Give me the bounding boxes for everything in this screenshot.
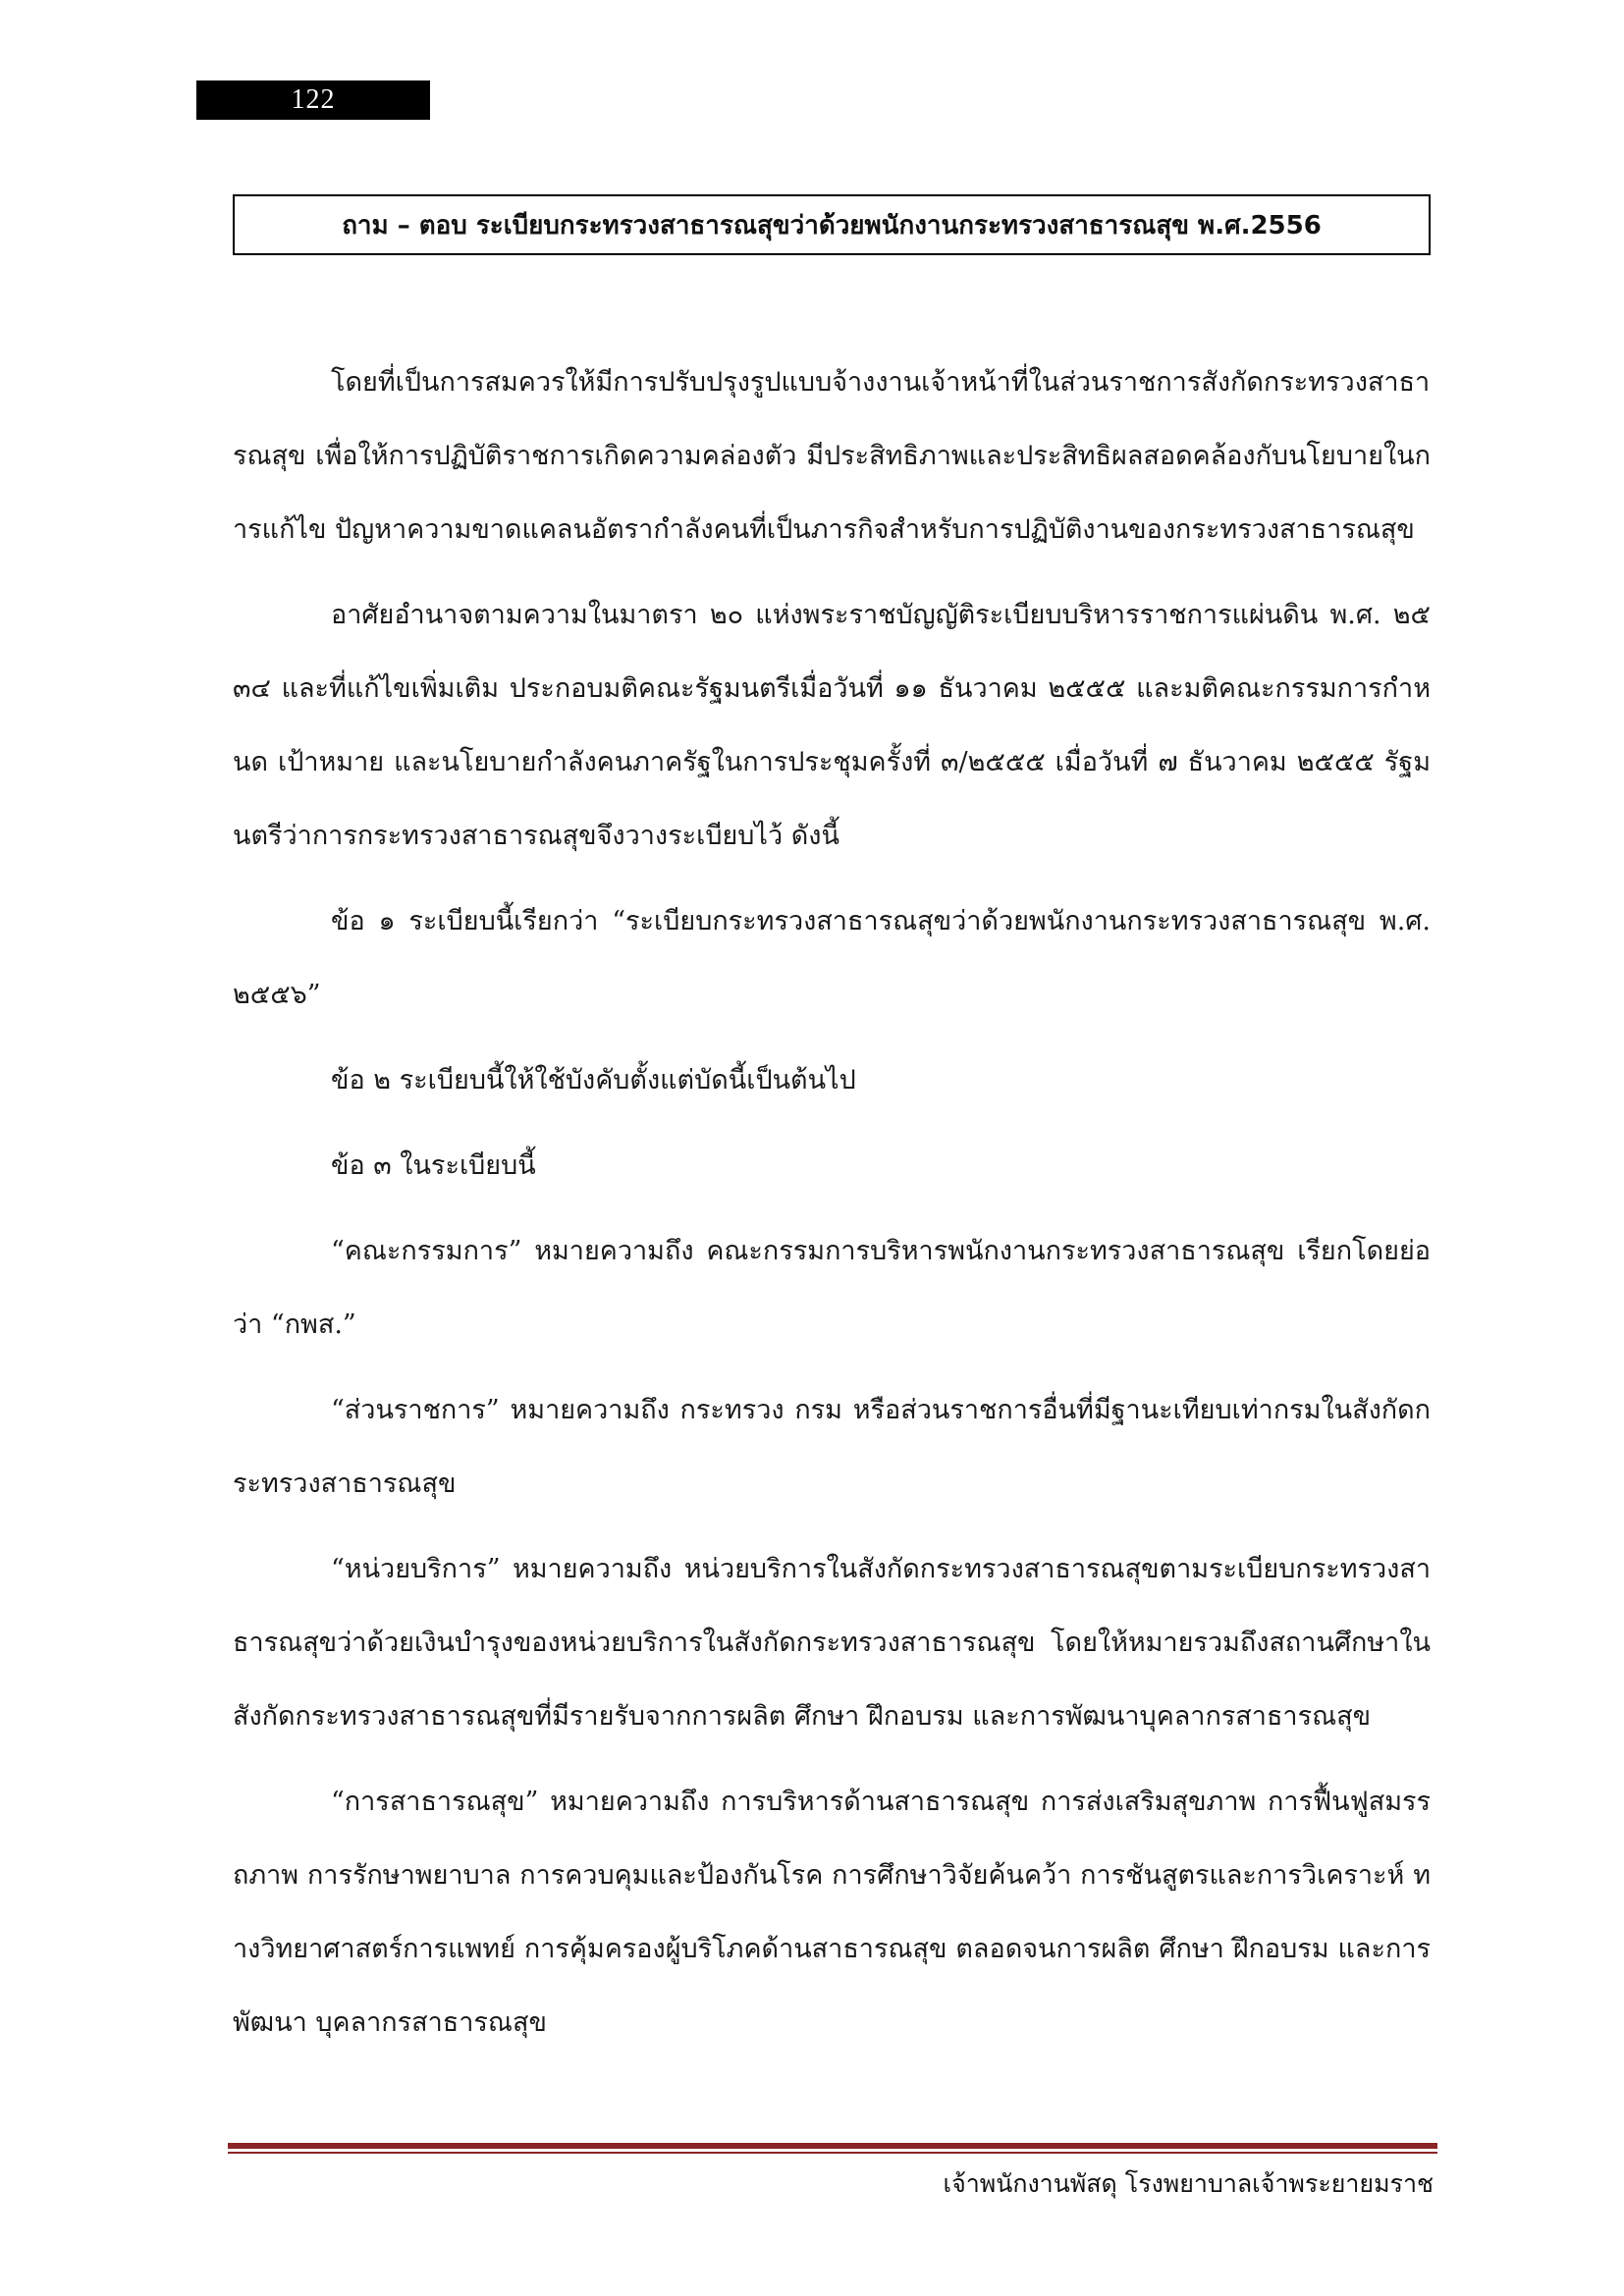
footer-text: เจ้าพนักงานพัสดุ โรงพยาบาลเจ้าพระยายมราช (943, 2169, 1434, 2198)
footer-divider-thick (228, 2143, 1437, 2149)
footer-divider-thin (228, 2152, 1437, 2154)
paragraph-authority: อาศัยอำนาจตามความในมาตรา ๒๐ แห่งพระราชบัญญัติระเบียบบริหารราชการแผ่นดิน พ.ศ. ๒๕๓๔ และที่แก้ไขเพิ่มเติม ประกอบมติคณะรัฐมนตรีเมื่อวันที่ ๑๑ ธันวาคม ๒๕๕๕ และมติคณะกรรมการกำหนด เป้าหมาย และนโยบายกำลังคนภาครัฐในการประชุมครั้งที่ ๓/๒๕๕๕ เมื่อวันที่ ๗ ธันวาคม ๒๕๕๕ รัฐมนตรีว่าการกระทรวงสาธารณสุขจึงวางระเบียบไว้ ดังนี้ (233, 600, 1431, 851)
paragraph-definition-agency: “ส่วนราชการ” หมายความถึง กระทรวง กรม หรือส่วนราชการอื่นที่มีฐานะเทียบเท่ากรมในสังกัดกระทรวงสาธารณสุข (233, 1395, 1431, 1499)
paragraph-clause-2: ข้อ ๒ ระเบียบนี้ให้ใช้บังคับตั้งแต่บัดนี้เป็นต้นไป (331, 1065, 856, 1095)
paragraph-preamble: โดยที่เป็นการสมควรให้มีการปรับปรุงรูปแบบจ้างงานเจ้าหน้าที่ในส่วนราชการสังกัดกระทรวงสาธารณสุข เพื่อให้การปฏิบัติราชการเกิดความคล่องตัว มีประสิทธิภาพและประสิทธิผลสอดคล้องกับนโยบายในการแก้ไข ปัญหาความขาดแคลนอัตรากำลังคนที่เป็นภารกิจสำหรับการปฏิบัติงานของกระทรวงสาธารณสุข (233, 367, 1431, 545)
paragraph-clause-3: ข้อ ๓ ในระเบียบนี้ (331, 1150, 536, 1181)
document-title: ถาม – ตอบ ระเบียบกระทรวงสาธารณสุขว่าด้วยพนักงานกระทรวงสาธารณสุข พ.ศ.2556 (233, 194, 1431, 255)
paragraph-definition-committee: “คณะกรรมการ” หมายความถึง คณะกรรมการบริหารพนักงานกระทรวงสาธารณสุข เรียกโดยย่อว่า “กพส.” (233, 1236, 1431, 1340)
paragraph-clause-1: ข้อ ๑ ระเบียบนี้เรียกว่า “ระเบียบกระทรวงสาธารณสุขว่าด้วยพนักงานกระทรวงสาธารณสุข พ.ศ. ๒๕๕๖” (233, 906, 1431, 1010)
paragraph-definition-service-unit: “หน่วยบริการ” หมายความถึง หน่วยบริการในสังกัดกระทรวงสาธารณสุขตามระเบียบกระทรวงสาธารณสุขว่าด้วยเงินบำรุงของหน่วยบริการในสังกัดกระทรวงสาธารณสุข โดยให้หมายรวมถึงสถานศึกษาใน สังกัดกระทรวงสาธารณสุขที่มีรายรับจากการผลิต ศึกษา ฝึกอบรม และการพัฒนาบุคลากรสาธารณสุข (233, 1554, 1431, 1732)
document-body (233, 346, 1431, 2071)
paragraph-definition-public-health: “การสาธารณสุข” หมายความถึง การบริหารด้านสาธารณสุข การส่งเสริมสุขภาพ การฟื้นฟูสมรรถภาพ การรักษาพยาบาล การควบคุมและป้องกันโรค การศึกษาวิจัยค้นคว้า การชันสูตรและการวิเคราะห์ ทางวิทยาศาสตร์การแพทย์ การคุ้มครองผู้บริโภคด้านสาธารณสุข ตลอดจนการผลิต ศึกษา ฝึกอบรม และการพัฒนา บุคลากรสาธารณสุข (233, 1787, 1431, 2038)
page-number: 122 (196, 80, 430, 120)
